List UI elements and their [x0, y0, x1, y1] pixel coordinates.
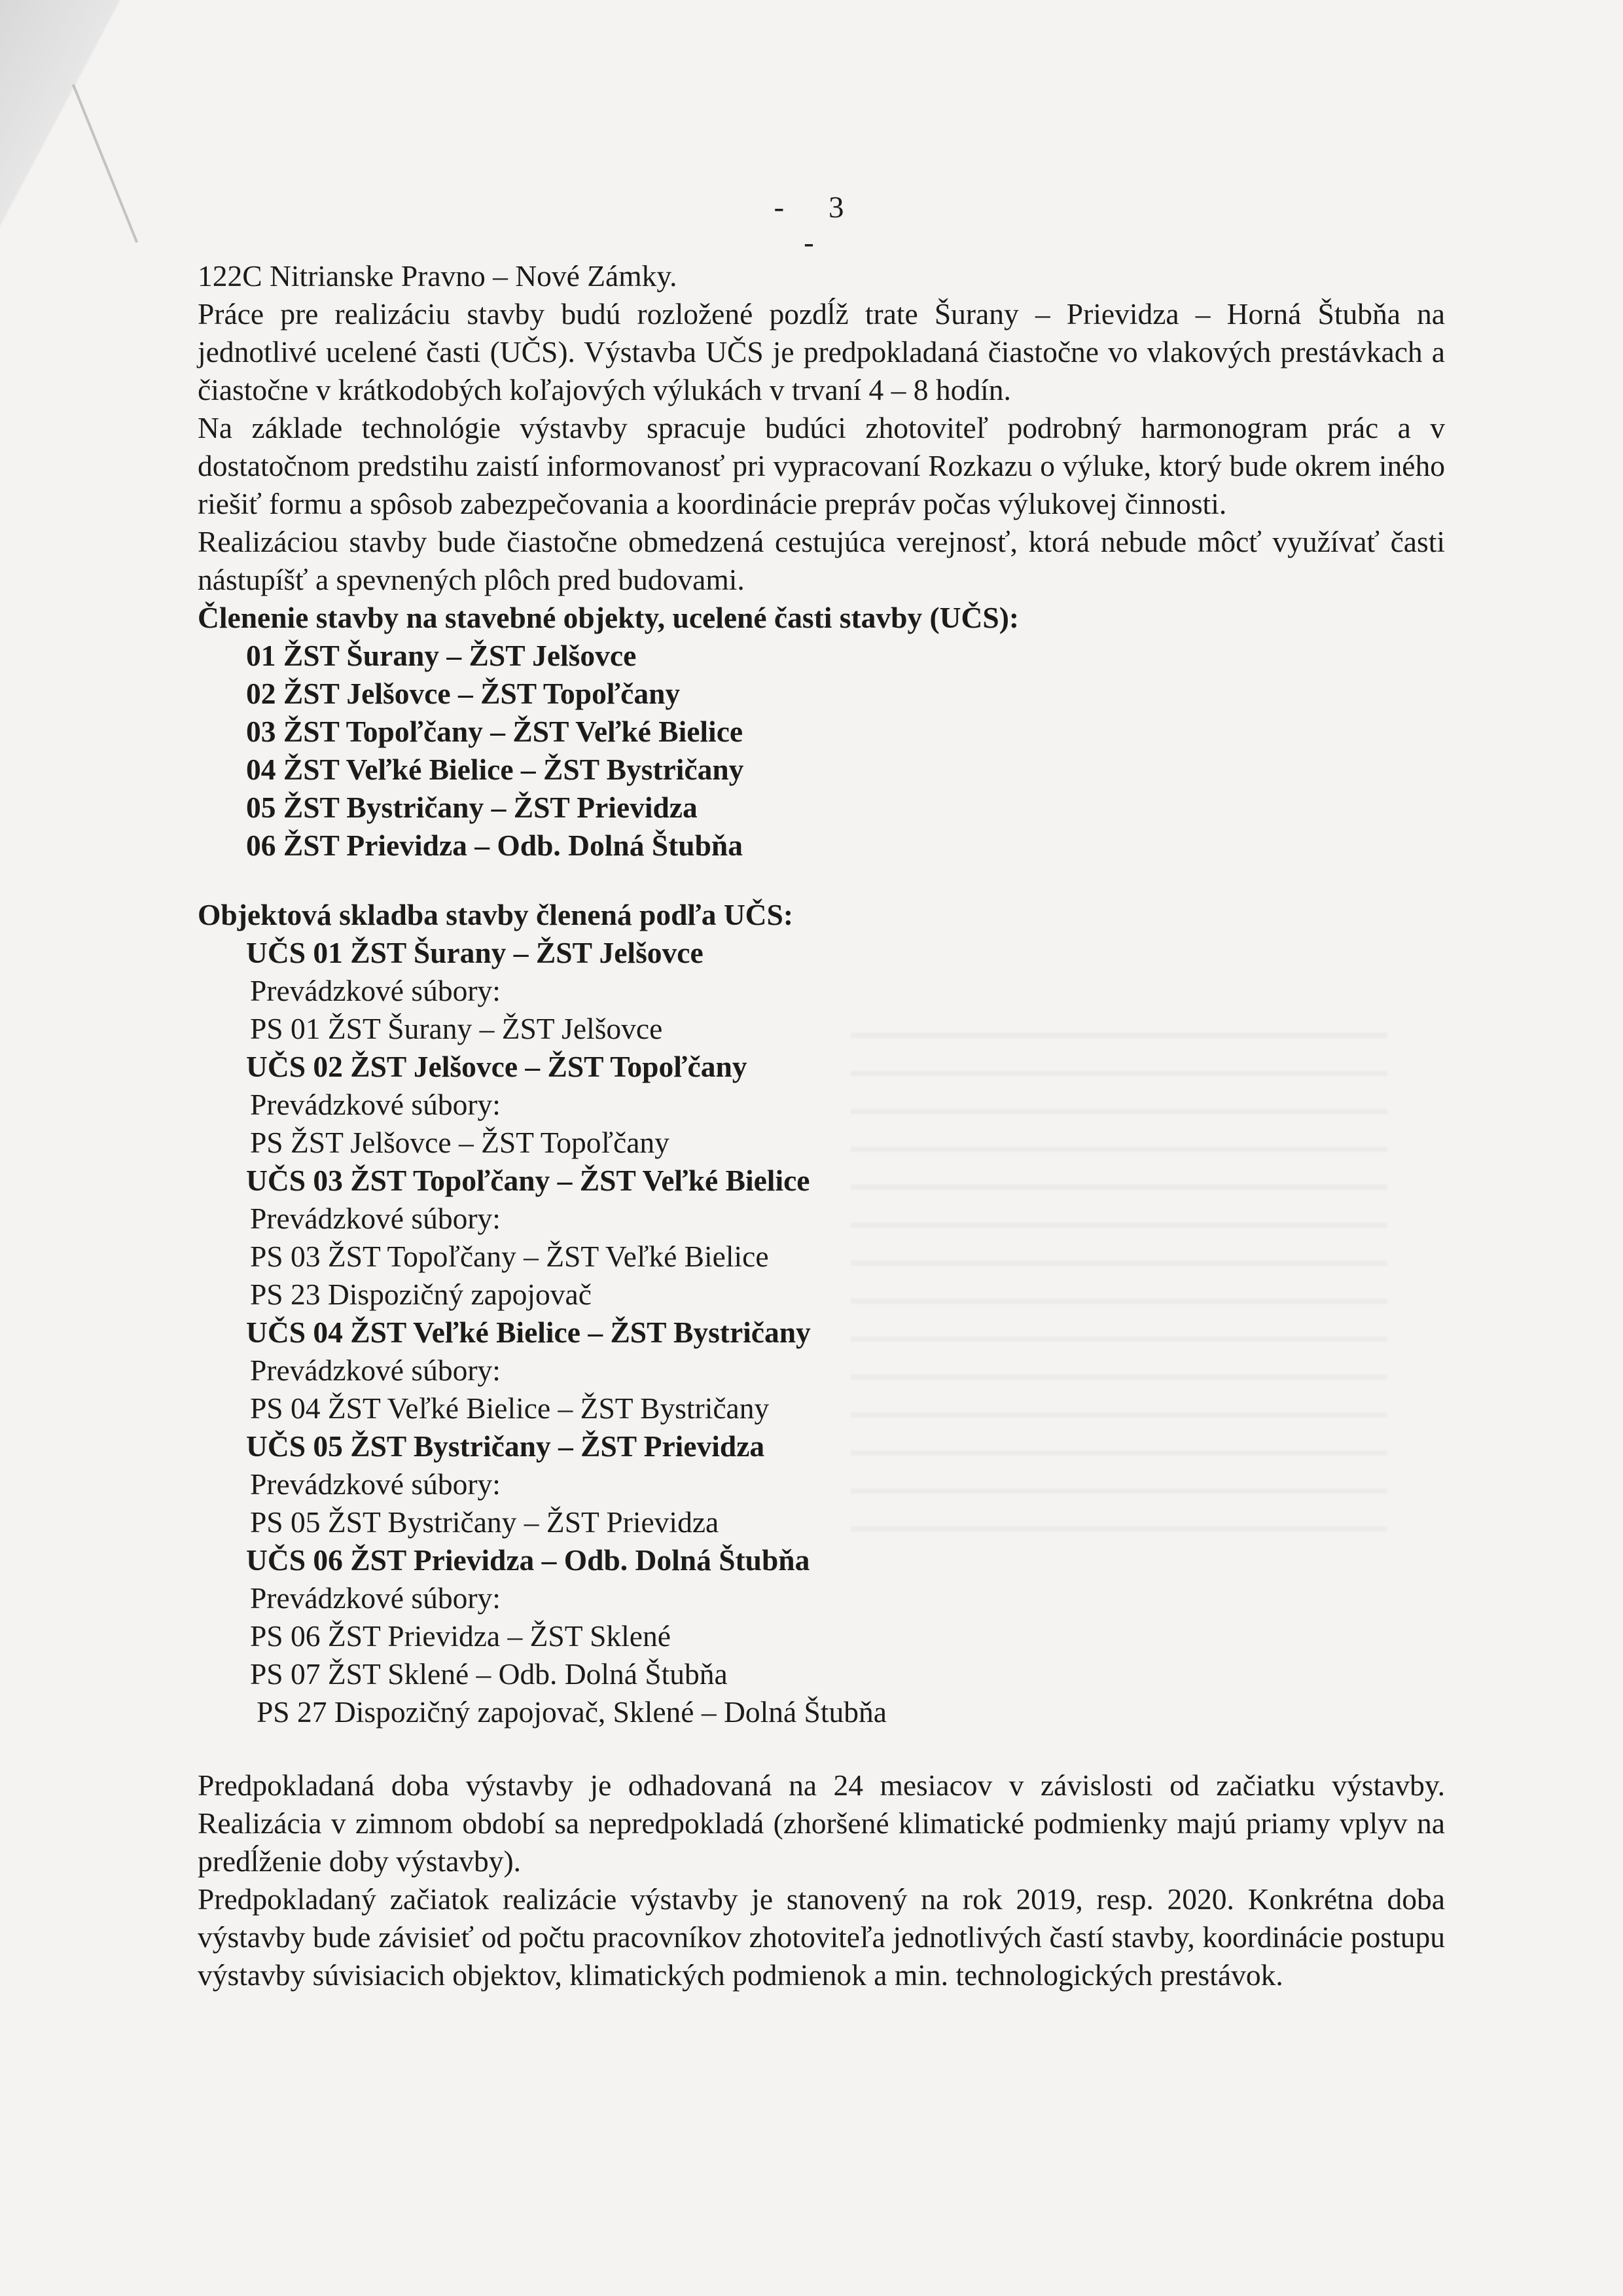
- structure-heading: Objektová skladba stavby členená podľa UČS:: [198, 898, 793, 931]
- spacer: [198, 865, 1445, 896]
- ucs-file-item: PS 07 ŽST Sklené – Odb. Dolná Štubňa: [250, 1657, 728, 1691]
- paragraph-works: Práce pre realizáciu stavby budú rozložené pozdĺž trate Šurany – Prievidza – Horná Štubňa na jednotlivé ucelené časti (UČS). Výstavba UČS je predpokladaná čiastočne vo vlakových prestávkach a čiastočne v krátkodobých koľajových výlukách v trvaní 4 – 8 hodín.: [198, 297, 1445, 406]
- ucs-file-item: PS 23 Dispozičný zapojovač: [250, 1278, 592, 1311]
- division-list: [198, 637, 1445, 865]
- division-item: 02 ŽST Jelšovce – ŽST Topoľčany: [246, 677, 681, 710]
- division-item: 01 ŽST Šurany – ŽST Jelšovce: [246, 639, 637, 672]
- paragraph-duration: Predpokladaná doba výstavby je odhadovaná na 24 mesiacov v závislosti od začiatku výstavby. Realizácia v zimnom období sa nepredpokladá (zhoršené klimatické podmienky majú priamy vplyv na predĺženie doby výstavby).: [198, 1768, 1445, 1878]
- ucs-file-item: PS ŽST Jelšovce – ŽST Topoľčany: [250, 1126, 669, 1159]
- division-item: 04 ŽST Veľké Bielice – ŽST Bystričany: [246, 753, 744, 786]
- ucs-title: UČS 05 ŽST Bystričany – ŽST Prievidza: [246, 1429, 765, 1463]
- intro-line: 122C Nitrianske Pravno – Nové Zámky.: [198, 259, 677, 293]
- document-body: [198, 257, 1445, 1994]
- paragraph-start: Predpokladaný začiatok realizácie výstavby je stanovený na rok 2019, resp. 2020. Konkrétna doba výstavby bude závisieť od počtu pracovníkov zhotoviteľa jednotlivých častí stavby, koordinácie postupu výstavby súvisiacich objektov, klimatických podmienok a min. technologických prestávok.: [198, 1882, 1445, 1992]
- ucs-subfiles-label: Prevádzkové súbory:: [250, 1581, 501, 1615]
- ucs-file-item: PS 01 ŽST Šurany – ŽST Jelšovce: [250, 1012, 663, 1045]
- ucs-file-item: PS 05 ŽST Bystričany – ŽST Prievidza: [250, 1505, 719, 1539]
- ucs-title: UČS 06 ŽST Prievidza – Odb. Dolná Štubňa: [246, 1543, 810, 1577]
- ucs-file-item: PS 03 ŽST Topoľčany – ŽST Veľké Bielice: [250, 1240, 769, 1273]
- ucs-file-item: PS 27 Dispozičný zapojovač, Sklené – Dolná Štubňa: [257, 1695, 887, 1729]
- division-item: 03 ŽST Topoľčany – ŽST Veľké Bielice: [246, 715, 743, 748]
- ucs-title: UČS 01 ŽST Šurany – ŽST Jelšovce: [246, 936, 704, 969]
- spacer: [198, 1731, 1445, 1767]
- ucs-title: UČS 03 ŽST Topoľčany – ŽST Veľké Bielice: [246, 1164, 810, 1197]
- division-item: 06 ŽST Prievidza – Odb. Dolná Štubňa: [246, 829, 743, 862]
- paragraph-public: Realizáciou stavby bude čiastočne obmedzená cestujúca verejnosť, ktorá nebude môcť využívať časti nástupíšť a spevnených plôch pred budovami.: [198, 525, 1445, 596]
- ucs-file-item: PS 06 ŽST Prievidza – ŽST Sklené: [250, 1619, 671, 1653]
- ucs-subfiles-label: Prevádzkové súbory:: [250, 1202, 501, 1235]
- paragraph-schedule: Na základe technológie výstavby spracuje budúci zhotoviteľ podrobný harmonogram prác a v dostatočnom predstihu zaistí informovanosť pri vypracovaní Rozkazu o výluke, ktorý bude okrem iného riešiť formu a spôsob zabezpečovania a koordinácie prepráv počas výlukovej činnosti.: [198, 411, 1445, 520]
- ucs-title: UČS 04 ŽST Veľké Bielice – ŽST Bystričany: [246, 1316, 811, 1349]
- ucs-subfiles-label: Prevádzkové súbory:: [250, 1467, 501, 1501]
- division-item: 05 ŽST Bystričany – ŽST Prievidza: [246, 791, 698, 824]
- ucs-list: [198, 934, 1445, 1731]
- ucs-subfiles-label: Prevádzkové súbory:: [250, 974, 501, 1007]
- ucs-title: UČS 02 ŽST Jelšovce – ŽST Topoľčany: [246, 1050, 747, 1083]
- ucs-subfiles-label: Prevádzkové súbory:: [250, 1088, 501, 1121]
- ucs-file-item: PS 04 ŽST Veľké Bielice – ŽST Bystričany: [250, 1391, 770, 1425]
- ucs-subfiles-label: Prevádzkové súbory:: [250, 1354, 501, 1387]
- page-number: - 3 -: [774, 190, 863, 260]
- division-heading: Členenie stavby na stavebné objekty, ucelené časti stavby (UČS):: [198, 601, 1020, 634]
